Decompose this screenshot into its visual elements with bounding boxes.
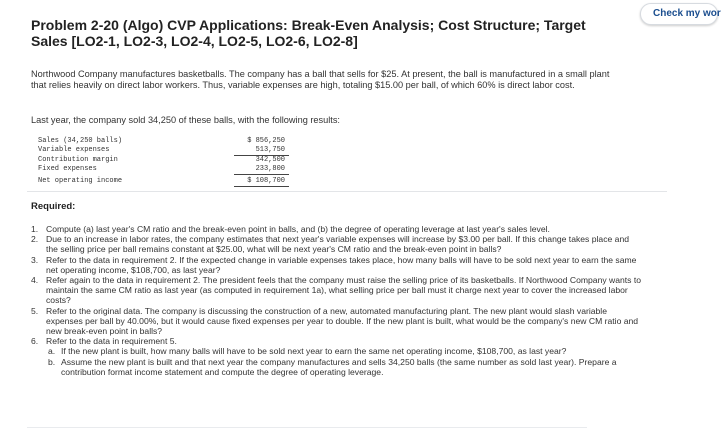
- statement-value: 233,800: [255, 165, 285, 173]
- check-my-work-button[interactable]: Check my wor: [640, 3, 718, 25]
- statement-row-variable-expenses: [38, 146, 298, 155]
- bottom-divider: [27, 427, 587, 428]
- requirements-list: [31, 224, 643, 377]
- statement-row-contribution-margin: [38, 156, 298, 165]
- statement-label: Sales (34,250 balls): [38, 137, 123, 145]
- statement-label: Net operating income: [38, 177, 123, 185]
- requirement-item-3: [31, 255, 643, 275]
- requirement-number: 6.: [31, 336, 39, 347]
- statement-value: 342,500: [255, 156, 285, 164]
- subitem-text: If the new plant is built, how many balls will have to be sold next year to earn the same net operating income, $108,700, as last year?: [61, 346, 567, 357]
- statement-row-sales: [38, 137, 298, 146]
- requirement-subitem-a: [48, 346, 643, 356]
- requirement-number: 4.: [31, 275, 39, 286]
- problem-title: Problem 2-20 (Algo) CVP Applications: Break-Even Analysis; Cost Structure; Target Sales [LO2-1, LO2-3, LO2-4, LO2-5, LO2-6, LO2-8]: [31, 17, 586, 49]
- subitem-letter: a.: [48, 346, 56, 357]
- statement-label: Fixed expenses: [38, 165, 97, 173]
- requirement-item-6: [31, 336, 643, 377]
- requirement-text: Refer to the data in requirement 5.: [46, 336, 177, 347]
- requirement-text: Refer to the data in requirement 2. If the expected change in variable expenses takes place, how many balls will have to be sold next year to earn the same net operating income, $108,700, as last year?: [46, 254, 637, 275]
- requirement-item-1: [31, 224, 643, 234]
- statement-label: Variable expenses: [38, 146, 110, 154]
- statement-underline: [234, 174, 289, 175]
- requirement-number: 2.: [31, 234, 39, 245]
- requirement-text: Refer again to the data in requirement 2. The president feels that the company must raise the selling price of its basketballs. If Northwood Company wants to maintain the same CM ratio as last year (as computed in requirement 1a), what selling price per ball must it charge next year to cover the increased labor costs?: [46, 275, 642, 306]
- requirement-number: 5.: [31, 305, 39, 316]
- statement-double-underline: [234, 186, 289, 187]
- statement-row-fixed-expenses: [38, 165, 298, 174]
- statement-value: $ 856,250: [247, 137, 285, 145]
- requirement-item-4: [31, 275, 643, 306]
- statement-label: Contribution margin: [38, 156, 118, 164]
- requirement-text: Due to an increase in labor rates, the company estimates that next year's variable expenses will increase by $3.00 per ball. If this change takes place and the selling price per ball remains constant at $25.00, what will be next year's CM ratio and the break-even point in balls?: [46, 234, 629, 255]
- requirement-text: Refer to the original data. The company is discussing the construction of a new, automated manufacturing plant. The new plant would slash variable expenses per ball by 40.00%, but it would cause fixed expenses per year to double. If the new plant is built, what would be the company's new CM ratio and new break-even point in balls?: [46, 305, 639, 337]
- subitem-letter: b.: [48, 356, 56, 367]
- last-year-text: Last year, the company sold 34,250 of these balls, with the following results:: [31, 115, 340, 125]
- requirement-number: 1.: [31, 224, 39, 234]
- subitem-text: Assume the new plant is built and that next year the company manufactures and sells 34,250 balls (the same number as sold last year). Prepare a contribution format income statement and compute the degree of operating leverage.: [61, 356, 617, 377]
- requirement-number: 3.: [31, 254, 39, 265]
- statement-value: 513,750: [255, 146, 285, 154]
- income-statement-table: [38, 137, 298, 193]
- section-divider: [27, 191, 667, 192]
- statement-row-net-operating-income: [38, 177, 298, 186]
- problem-intro: Northwood Company manufactures basketballs. The company has a ball that sells for $25. At present, the ball is manufactured in a small plant that relies heavily on direct labor workers. Thus, variable expenses are high, totaling $15.00 per ball, of which 60% is direct labor cost.: [31, 69, 610, 90]
- requirement-text: Compute (a) last year's CM ratio and the break-even point in balls, and (b) the degree of operating leverage at last year's sales level.: [46, 224, 550, 234]
- requirement-subitem-b: [48, 357, 643, 377]
- required-heading: Required:: [31, 201, 76, 212]
- requirement-item-2: [31, 234, 643, 254]
- statement-value: $ 108,700: [247, 177, 285, 185]
- requirement-item-5: [31, 306, 643, 337]
